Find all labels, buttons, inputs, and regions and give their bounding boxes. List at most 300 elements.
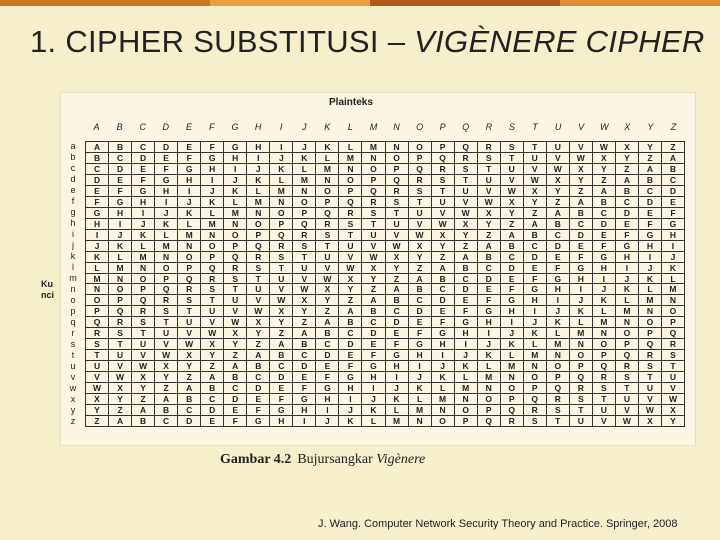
table-cell: E — [616, 219, 639, 230]
table-cell: Z — [662, 142, 685, 153]
table-cell: V — [593, 416, 616, 427]
table-cell: Q — [524, 394, 547, 405]
table-cell: R — [247, 252, 270, 263]
table-cell: I — [339, 394, 362, 405]
table-cell: Q — [132, 295, 155, 306]
table-cell: Z — [362, 284, 385, 295]
table-cell: S — [593, 383, 616, 394]
table-cell: B — [639, 175, 662, 186]
table-cell: D — [201, 405, 224, 416]
table-cell: T — [86, 350, 109, 361]
table-cell: E — [339, 350, 362, 361]
table-cell: X — [293, 295, 316, 306]
table-cell: G — [247, 416, 270, 427]
reference-citation: J. Wang. Computer Network Security Theory and Practice. Springer, 2008 — [318, 518, 678, 530]
table-cell: G — [270, 405, 293, 416]
table-cell: U — [362, 230, 385, 241]
table-cell: M — [270, 186, 293, 197]
table-cell: P — [293, 208, 316, 219]
column-header: N — [393, 122, 400, 132]
table-cell: R — [524, 405, 547, 416]
table-cell: E — [362, 339, 385, 350]
table-cell: C — [109, 153, 132, 164]
table-cell: G — [224, 142, 247, 153]
table-cell: I — [593, 274, 616, 285]
table-cell: I — [501, 317, 524, 328]
column-header: L — [347, 122, 353, 132]
table-cell: P — [270, 219, 293, 230]
table-cell: E — [662, 197, 685, 208]
table-cell: W — [524, 175, 547, 186]
table-cell: I — [362, 383, 385, 394]
table-cell: H — [524, 295, 547, 306]
table-cell: D — [455, 284, 478, 295]
table-cell: Q — [662, 328, 685, 339]
table-cell: F — [270, 394, 293, 405]
table-cell: Z — [178, 372, 201, 383]
table-cell: B — [132, 416, 155, 427]
table-cell: F — [247, 405, 270, 416]
row-header: s — [70, 339, 76, 349]
table-cell: R — [316, 219, 339, 230]
table-cell: N — [293, 186, 316, 197]
table-cell: S — [224, 274, 247, 285]
table-cell: B — [155, 405, 178, 416]
table-cell: X — [132, 372, 155, 383]
table-cell: K — [293, 153, 316, 164]
table-cell: S — [109, 328, 132, 339]
table-cell: T — [132, 328, 155, 339]
table-cell: U — [155, 328, 178, 339]
table-cell: D — [593, 219, 616, 230]
table-cell: A — [247, 350, 270, 361]
table-cell: M — [224, 208, 247, 219]
table-cell: H — [178, 175, 201, 186]
table-cell: X — [639, 416, 662, 427]
table-cell: Y — [409, 252, 432, 263]
table-cell: Y — [432, 241, 455, 252]
column-header: J — [301, 122, 307, 132]
table-cell: R — [662, 339, 685, 350]
table-cell: N — [362, 153, 385, 164]
table-cell: W — [109, 372, 132, 383]
table-cell: W — [178, 339, 201, 350]
table-cell: M — [501, 361, 524, 372]
table-cell: Q — [478, 416, 501, 427]
table-cell: S — [132, 317, 155, 328]
table-cell: I — [547, 295, 570, 306]
table-cell: Q — [155, 284, 178, 295]
table-cell: C — [316, 339, 339, 350]
table-cell: K — [86, 252, 109, 263]
column-header: R — [485, 122, 493, 132]
table-cell: C — [409, 295, 432, 306]
table-cell: Q — [501, 405, 524, 416]
table-cell: K — [316, 142, 339, 153]
table-cell: D — [132, 153, 155, 164]
table-cell: D — [432, 295, 455, 306]
table-cell: Y — [593, 164, 616, 175]
table-cell: P — [662, 317, 685, 328]
table-cell: K — [270, 164, 293, 175]
table-cell: Y — [86, 405, 109, 416]
table-cell: S — [501, 142, 524, 153]
table-cell: W — [386, 241, 409, 252]
table-cell: F — [524, 274, 547, 285]
table-cell: C — [224, 383, 247, 394]
table-cell: R — [201, 274, 224, 285]
table-cell: W — [201, 328, 224, 339]
table-cell: L — [593, 306, 616, 317]
table-cell: M — [362, 142, 385, 153]
table-cell: O — [362, 164, 385, 175]
table-cell: D — [662, 186, 685, 197]
table-cell: F — [362, 350, 385, 361]
vigenere-table-figure — [41, 92, 696, 446]
table-cell: E — [178, 142, 201, 153]
table-cell: A — [570, 197, 593, 208]
table-cell: S — [270, 252, 293, 263]
table-cell: D — [109, 164, 132, 175]
table-cell: T — [524, 142, 547, 153]
table-cell: V — [409, 219, 432, 230]
table-cell: J — [270, 153, 293, 164]
table-cell: E — [224, 405, 247, 416]
table-cell: C — [547, 230, 570, 241]
table-cell: O — [524, 372, 547, 383]
column-header: E — [185, 122, 192, 132]
table-cell: D — [501, 263, 524, 274]
table-cell: R — [639, 350, 662, 361]
table-cell: S — [386, 197, 409, 208]
table-cell: V — [270, 284, 293, 295]
table-cell: H — [616, 252, 639, 263]
table-cell: M — [201, 219, 224, 230]
table-cell: R — [455, 153, 478, 164]
accent-segment — [210, 0, 370, 6]
table-cell: Q — [570, 372, 593, 383]
table-cell: P — [639, 328, 662, 339]
table-cell: M — [547, 339, 570, 350]
table-cell: W — [570, 153, 593, 164]
table-cell: N — [662, 295, 685, 306]
table-cell: N — [339, 164, 362, 175]
table-cell: E — [86, 186, 109, 197]
table-cell: T — [432, 186, 455, 197]
table-cell: F — [639, 219, 662, 230]
table-cell: B — [339, 317, 362, 328]
table-cell: J — [386, 383, 409, 394]
table-cell: B — [362, 306, 385, 317]
table-cell: U — [201, 306, 224, 317]
table-cell: S — [155, 306, 178, 317]
column-header: K — [324, 122, 331, 132]
table-cell: P — [201, 252, 224, 263]
table-cell: N — [155, 252, 178, 263]
table-cell: M — [386, 416, 409, 427]
table-cell: A — [201, 372, 224, 383]
table-cell: A — [409, 274, 432, 285]
row-header: d — [70, 174, 76, 184]
table-cell: B — [409, 284, 432, 295]
table-cell: Z — [639, 153, 662, 164]
column-header: F — [209, 122, 215, 132]
table-cell: A — [224, 361, 247, 372]
table-cell: D — [339, 339, 362, 350]
table-cell: E — [547, 252, 570, 263]
table-cell: N — [386, 142, 409, 153]
table-cell: F — [432, 317, 455, 328]
table-cell: S — [409, 186, 432, 197]
table-cell: U — [247, 284, 270, 295]
table-cell: N — [270, 197, 293, 208]
column-header: V — [578, 122, 585, 132]
table-cell: A — [478, 241, 501, 252]
table-cell: B — [386, 295, 409, 306]
table-cell: A — [270, 339, 293, 350]
table-cell: O — [109, 284, 132, 295]
table-cell: V — [432, 208, 455, 219]
table-cell: R — [293, 230, 316, 241]
column-header: T — [532, 122, 538, 132]
table-cell: Y — [639, 142, 662, 153]
table-cell: J — [224, 175, 247, 186]
table-cell: W — [316, 274, 339, 285]
table-cell: A — [616, 175, 639, 186]
table-cell: N — [409, 416, 432, 427]
table-cell: Z — [270, 328, 293, 339]
table-cell: Z — [155, 383, 178, 394]
table-cell: Z — [524, 208, 547, 219]
table-cell: Y — [339, 284, 362, 295]
figure-caption — [220, 452, 425, 468]
table-cell: S — [178, 295, 201, 306]
table-cell: M — [178, 230, 201, 241]
table-cell: Q — [178, 274, 201, 285]
table-cell: T — [386, 208, 409, 219]
table-cell: D — [409, 306, 432, 317]
table-cell: X — [570, 164, 593, 175]
table-cell: D — [478, 274, 501, 285]
table-cell: G — [593, 252, 616, 263]
table-cell: H — [478, 317, 501, 328]
table-cell: O — [501, 383, 524, 394]
column-header: O — [416, 122, 424, 132]
table-cell: K — [362, 405, 385, 416]
table-cell: Z — [86, 416, 109, 427]
table-cell: M — [616, 306, 639, 317]
table-cell: Y — [247, 328, 270, 339]
table-cell: Y — [270, 317, 293, 328]
table-cell: E — [155, 153, 178, 164]
table-cell: V — [501, 175, 524, 186]
table-cell: T — [547, 416, 570, 427]
table-cell: N — [570, 339, 593, 350]
table-cell: K — [432, 372, 455, 383]
table-cell: V — [247, 295, 270, 306]
table-cell: M — [109, 263, 132, 274]
table-cell: N — [432, 405, 455, 416]
table-cell: H — [432, 339, 455, 350]
accent-segment — [0, 0, 210, 6]
table-cell: R — [86, 328, 109, 339]
table-cell: T — [247, 274, 270, 285]
table-cell: Z — [455, 241, 478, 252]
table-cell: T — [316, 241, 339, 252]
table-cell: M — [524, 350, 547, 361]
table-cell: H — [409, 350, 432, 361]
table-cell: T — [339, 230, 362, 241]
table-cell: W — [339, 263, 362, 274]
table-cell: J — [132, 219, 155, 230]
table-cell: Q — [270, 230, 293, 241]
table-cell: E — [524, 263, 547, 274]
table-cell: N — [109, 274, 132, 285]
table-cell: B — [432, 274, 455, 285]
table-cell: P — [524, 383, 547, 394]
accent-segment — [370, 0, 560, 6]
table-cell: T — [501, 153, 524, 164]
row-header: b — [70, 152, 76, 162]
table-cell: D — [362, 328, 385, 339]
table-cell: G — [570, 263, 593, 274]
table-cell: L — [524, 339, 547, 350]
table-cell: Q — [86, 317, 109, 328]
table-cell: O — [224, 230, 247, 241]
table-cell: K — [132, 230, 155, 241]
table-cell: B — [86, 153, 109, 164]
table-cell: M — [409, 405, 432, 416]
table-cell: Y — [501, 208, 524, 219]
table-cell: V — [478, 186, 501, 197]
table-cell: J — [178, 197, 201, 208]
table-cell: L — [178, 219, 201, 230]
table-cell: A — [501, 230, 524, 241]
table-cell: D — [316, 350, 339, 361]
table-cell: P — [570, 361, 593, 372]
table-cell: K — [386, 394, 409, 405]
row-header: i — [72, 229, 74, 239]
table-cell: L — [201, 208, 224, 219]
table-cell: K — [616, 284, 639, 295]
table-cell: N — [639, 306, 662, 317]
table-cell: M — [293, 175, 316, 186]
table-cell: J — [593, 284, 616, 295]
table-cell: G — [501, 295, 524, 306]
table-cell: L — [293, 164, 316, 175]
table-cell: L — [86, 263, 109, 274]
table-cell: F — [501, 284, 524, 295]
column-header: D — [162, 122, 169, 132]
table-cell: A — [339, 306, 362, 317]
table-cell: J — [616, 274, 639, 285]
table-cell: H — [247, 142, 270, 153]
table-cell: B — [501, 241, 524, 252]
table-cell: U — [478, 175, 501, 186]
table-cell: G — [409, 339, 432, 350]
table-cell: R — [339, 208, 362, 219]
row-header: x — [70, 394, 76, 404]
table-cell: L — [639, 284, 662, 295]
table-cell: B — [178, 394, 201, 405]
table-cell: C — [593, 208, 616, 219]
row-header: y — [70, 405, 76, 415]
column-header: Q — [462, 122, 470, 132]
table-cell: E — [478, 284, 501, 295]
table-cell: H — [570, 274, 593, 285]
table-cell: E — [109, 175, 132, 186]
table-cell: C — [639, 186, 662, 197]
table-cell: N — [616, 317, 639, 328]
table-cell: P — [386, 164, 409, 175]
column-header: G — [231, 122, 239, 132]
table-cell: I — [639, 252, 662, 263]
row-header: o — [70, 295, 76, 305]
table-cell: Q — [316, 208, 339, 219]
table-cell: A — [455, 252, 478, 263]
accent-segment — [560, 0, 720, 6]
table-cell: B — [224, 372, 247, 383]
table-cell: D — [270, 372, 293, 383]
table-cell: H — [593, 263, 616, 274]
caption-italic: Vigènere — [376, 452, 426, 467]
table-cell: B — [270, 350, 293, 361]
table-cell: V — [132, 350, 155, 361]
table-cell: G — [132, 186, 155, 197]
table-cell: L — [478, 361, 501, 372]
table-cell: P — [455, 416, 478, 427]
table-cell: T — [270, 263, 293, 274]
table-cell: I — [616, 263, 639, 274]
table-cell: X — [178, 350, 201, 361]
row-header: c — [70, 163, 76, 173]
table-cell: J — [316, 416, 339, 427]
table-cell: G — [86, 208, 109, 219]
table-cell: A — [316, 317, 339, 328]
table-cell: T — [409, 197, 432, 208]
table-cell: E — [386, 328, 409, 339]
table-cell: R — [109, 317, 132, 328]
table-cell: I — [224, 164, 247, 175]
table-cell: R — [570, 383, 593, 394]
table-cell: T — [616, 383, 639, 394]
table-cell: W — [293, 284, 316, 295]
table-cell: I — [570, 284, 593, 295]
table-cell: V — [224, 306, 247, 317]
table-cell: J — [524, 317, 547, 328]
table-cell: J — [570, 295, 593, 306]
table-cell: J — [155, 208, 178, 219]
table-cell: C — [270, 361, 293, 372]
column-header: P — [439, 122, 446, 132]
title-prefix: 1. CIPHER SUBSTITUSI – — [30, 24, 415, 59]
table-cell: L — [386, 405, 409, 416]
table-cell: X — [616, 142, 639, 153]
table-cell: X — [501, 197, 524, 208]
table-cell: U — [547, 142, 570, 153]
table-cell: X — [247, 317, 270, 328]
table-cell: A — [662, 153, 685, 164]
table-cell: O — [386, 153, 409, 164]
table-cell: P — [339, 186, 362, 197]
table-cell: H — [86, 219, 109, 230]
table-cell: S — [570, 394, 593, 405]
table-cell: X — [362, 263, 385, 274]
table-cell: N — [132, 263, 155, 274]
table-cell: Y — [178, 361, 201, 372]
table-cell: I — [178, 186, 201, 197]
row-header: l — [72, 262, 74, 272]
